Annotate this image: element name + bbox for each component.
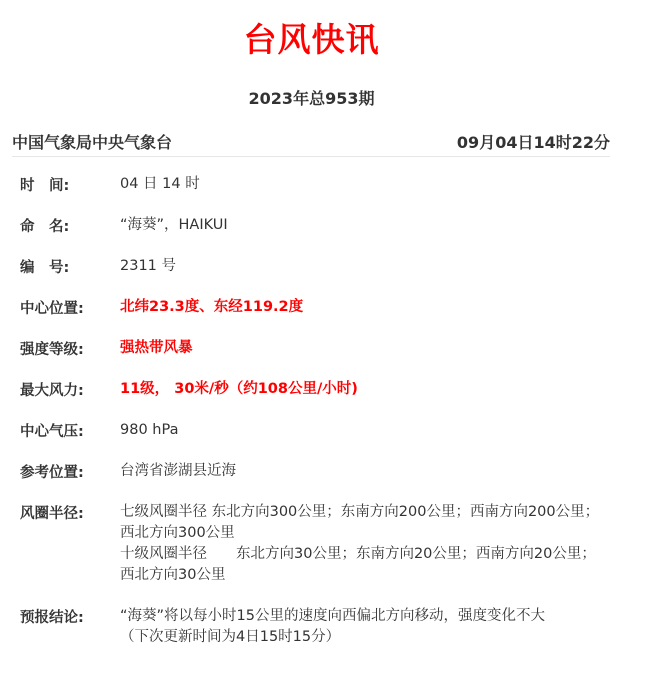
forecast-text: “海葵”将以每小时15公里的速度向西偏北方向移动，强度变化不大 (120, 608, 545, 624)
issue-time: 09月04日14时22分 (456, 133, 610, 152)
time-label: 时 间: (20, 178, 70, 194)
pressure-label: 中心气压: (20, 424, 84, 440)
page-title: 台风快讯 (243, 20, 380, 59)
intensity-value: 强热带风暴 (120, 340, 193, 356)
center-value: 北纬23.3度、东经119.2度 (120, 299, 304, 315)
agency-name: 中国气象局中央气象台 (12, 133, 173, 152)
forecast-label: 预报结论: (20, 610, 84, 626)
max-wind-value: 11级， 30米/秒（约108公里/小时) (120, 381, 358, 397)
reference-value: 台湾省澎湖县近海 (120, 463, 236, 479)
bulletin-header (12, 128, 610, 157)
wind-radius-10-level: 十级风圈半径 东北方向30公里；东南方向20公里；西南方向20公里；西北方向30公里 (120, 546, 596, 583)
reference-label: 参考位置: (20, 465, 84, 481)
forecast-value (120, 606, 600, 648)
name-value: “海葵”，HAIKUI (120, 217, 228, 233)
intensity-label: 强度等级: (20, 342, 84, 358)
time-value: 04 日 14 时 (120, 176, 200, 192)
name-label: 命 名: (20, 219, 70, 235)
wind-radius-value (120, 502, 600, 586)
number-label: 编 号: (20, 260, 70, 276)
next-update-note: （下次更新时间为4日15时15分） (120, 629, 341, 645)
max-wind-label: 最大风力: (20, 383, 84, 399)
issue-number: 2023年总953期 (248, 89, 375, 108)
pressure-value: 980 hPa (120, 422, 179, 438)
number-value: 2311 号 (120, 258, 177, 274)
wind-radius-label: 风圈半径: (20, 506, 84, 522)
wind-radius-7-level: 七级风圈半径 东北方向300公里；东南方向200公里；西南方向200公里；西北方向300公里 (120, 504, 600, 541)
center-label: 中心位置: (20, 301, 84, 317)
